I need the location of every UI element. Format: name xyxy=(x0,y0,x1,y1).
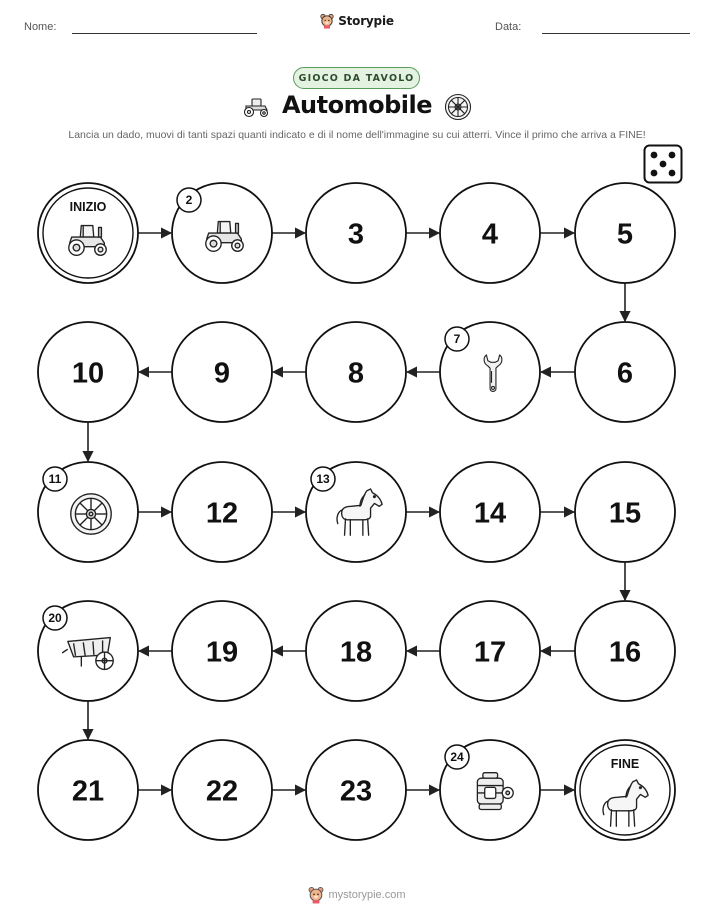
instructions-text: Lancia un dado, muovi di tanti spazi quanti indicato e di il nome dell'immagine su cui atterri. Vince il primo che arriva a FINE! xyxy=(68,129,646,141)
board-space-14 xyxy=(440,462,540,562)
space-number: 17 xyxy=(473,636,507,669)
board-space-17 xyxy=(440,601,540,701)
space-number: 12 xyxy=(205,497,239,530)
space-number: 8 xyxy=(347,357,365,390)
page-title: Automobile xyxy=(281,91,433,119)
finish-space xyxy=(575,740,675,840)
board-space-8 xyxy=(306,322,406,422)
name-label: Nome: xyxy=(24,21,57,33)
board-space-22 xyxy=(172,740,272,840)
space-number: 18 xyxy=(339,636,373,669)
board-space-15 xyxy=(575,462,675,562)
wheel-icon xyxy=(71,494,111,534)
category-badge: GIOCO DA TAVOLO xyxy=(293,67,420,89)
space-number: 3 xyxy=(347,218,365,251)
space-number: 22 xyxy=(205,775,239,808)
board-space-19 xyxy=(172,601,272,701)
space-number: 23 xyxy=(339,775,373,808)
board-space-12 xyxy=(172,462,272,562)
space-number-badge: 13 xyxy=(316,472,330,487)
board-space-6 xyxy=(575,322,675,422)
board-space-4 xyxy=(440,183,540,283)
start-space xyxy=(38,183,138,283)
footer xyxy=(0,886,714,904)
footer-url: mystorypie.com xyxy=(328,889,406,901)
space-label: FINE xyxy=(610,757,640,771)
space-number: 9 xyxy=(213,357,231,390)
board-space-3 xyxy=(306,183,406,283)
space-number: 6 xyxy=(616,357,634,390)
space-number: 10 xyxy=(71,357,105,390)
space-number-badge: 24 xyxy=(450,750,464,765)
board-space-10 xyxy=(38,322,138,422)
board-space-18 xyxy=(306,601,406,701)
board-space-20 xyxy=(38,601,138,701)
space-number: 21 xyxy=(71,775,105,808)
board-space-9 xyxy=(172,322,272,422)
board-space-13 xyxy=(306,462,406,562)
space-number: 14 xyxy=(473,497,507,530)
bear-icon xyxy=(308,886,324,904)
board-space-16 xyxy=(575,601,675,701)
space-number: 19 xyxy=(205,636,239,669)
board-space-23 xyxy=(306,740,406,840)
space-number: 16 xyxy=(608,636,642,669)
date-label: Data: xyxy=(495,21,522,33)
board-space-2 xyxy=(172,183,272,283)
board-space-11 xyxy=(38,462,138,562)
space-number: 4 xyxy=(481,218,499,251)
space-number: 5 xyxy=(616,218,634,251)
board-space-5 xyxy=(575,183,675,283)
space-number-badge: 11 xyxy=(48,472,62,487)
board-space-21 xyxy=(38,740,138,840)
space-number-badge: 7 xyxy=(453,332,461,347)
brand-name: Storypie xyxy=(338,14,394,28)
board-space-24 xyxy=(440,740,540,840)
space-number-badge: 2 xyxy=(185,193,193,208)
space-label: INIZIO xyxy=(69,200,107,214)
space-number: 15 xyxy=(608,497,642,530)
space-number-badge: 20 xyxy=(48,611,62,626)
board-space-7 xyxy=(440,322,540,422)
